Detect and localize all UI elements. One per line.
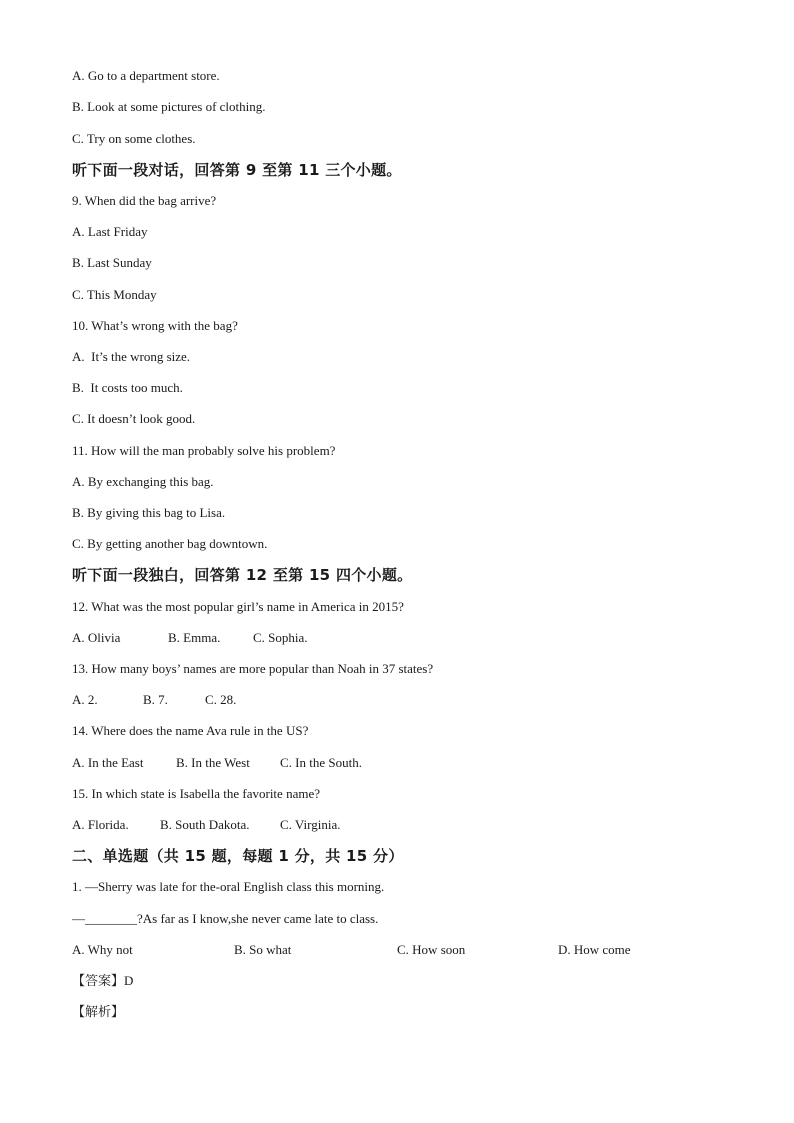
option-c-prev: C. Try on some clothes.	[72, 131, 196, 146]
q11-option-a: A. By exchanging this bag.	[72, 474, 214, 489]
question-11: 11. How will the man probably solve his problem?	[72, 443, 336, 458]
mc-q1-option-b: B. So what	[234, 942, 292, 957]
q15-option-b: B. South Dakota.	[160, 817, 250, 832]
analysis-label: 【解析】	[72, 1005, 125, 1020]
analysis-line	[72, 1004, 124, 1021]
q9-option-a: A. Last Friday	[72, 224, 148, 239]
mc-question-1-line1: 1. —Sherry was late for the-oral English class this morning.	[72, 879, 385, 894]
q15-option-c: C. Virginia.	[280, 817, 341, 832]
question-14: 14. Where does the name Ava rule in the US?	[72, 723, 309, 738]
q10-option-c: C. It doesn’t look good.	[72, 411, 196, 426]
answer-value: D	[124, 973, 134, 988]
q12-option-b: B. Emma.	[168, 630, 221, 645]
q10-option-a: A. It’s the wrong size.	[72, 349, 191, 364]
q13-option-b: B. 7.	[143, 692, 168, 707]
answer-line	[72, 973, 133, 990]
question-13: 13. How many boys’ names are more popular than Noah in 37 states?	[72, 661, 434, 676]
q11-option-b: B. By giving this bag to Lisa.	[72, 505, 226, 520]
q12-option-a: A. Olivia	[72, 630, 121, 645]
part-two-heading: 二、单选题（共 15 题，每题 1 分，共 15 分）	[72, 847, 404, 865]
q10-option-b: B. It costs too much.	[72, 380, 183, 395]
mc-q1-option-d: D. How come	[558, 942, 631, 957]
mc-q1-option-a: A. Why not	[72, 942, 133, 957]
q14-option-c: C. In the South.	[280, 755, 362, 770]
q9-option-b: B. Last Sunday	[72, 255, 152, 270]
question-10: 10. What’s wrong with the bag?	[72, 318, 238, 333]
answer-label: 【答案】	[72, 974, 125, 989]
q9-option-c: C. This Monday	[72, 287, 157, 302]
q15-option-a: A. Florida.	[72, 817, 129, 832]
option-b-prev: B. Look at some pictures of clothing.	[72, 99, 266, 114]
section-heading-12-15: 听下面一段独白，回答第 12 至第 15 四个小题。	[72, 566, 413, 584]
q12-option-c: C. Sophia.	[253, 630, 308, 645]
question-9: 9. When did the bag arrive?	[72, 193, 217, 208]
question-12: 12. What was the most popular girl’s name in America in 2015?	[72, 599, 404, 614]
q11-option-c: C. By getting another bag downtown.	[72, 536, 268, 551]
mc-question-1-line2: —________?As far as I know,she never came late to class.	[72, 911, 379, 926]
option-a-prev: A. Go to a department store.	[72, 68, 220, 83]
section-heading-9-11: 听下面一段对话，回答第 9 至第 11 三个小题。	[72, 161, 402, 179]
q14-option-a: A. In the East	[72, 755, 144, 770]
q13-option-a: A. 2.	[72, 692, 98, 707]
mc-q1-option-c: C. How soon	[397, 942, 466, 957]
question-15: 15. In which state is Isabella the favorite name?	[72, 786, 320, 801]
q14-option-b: B. In the West	[176, 755, 250, 770]
q13-option-c: C. 28.	[205, 692, 237, 707]
